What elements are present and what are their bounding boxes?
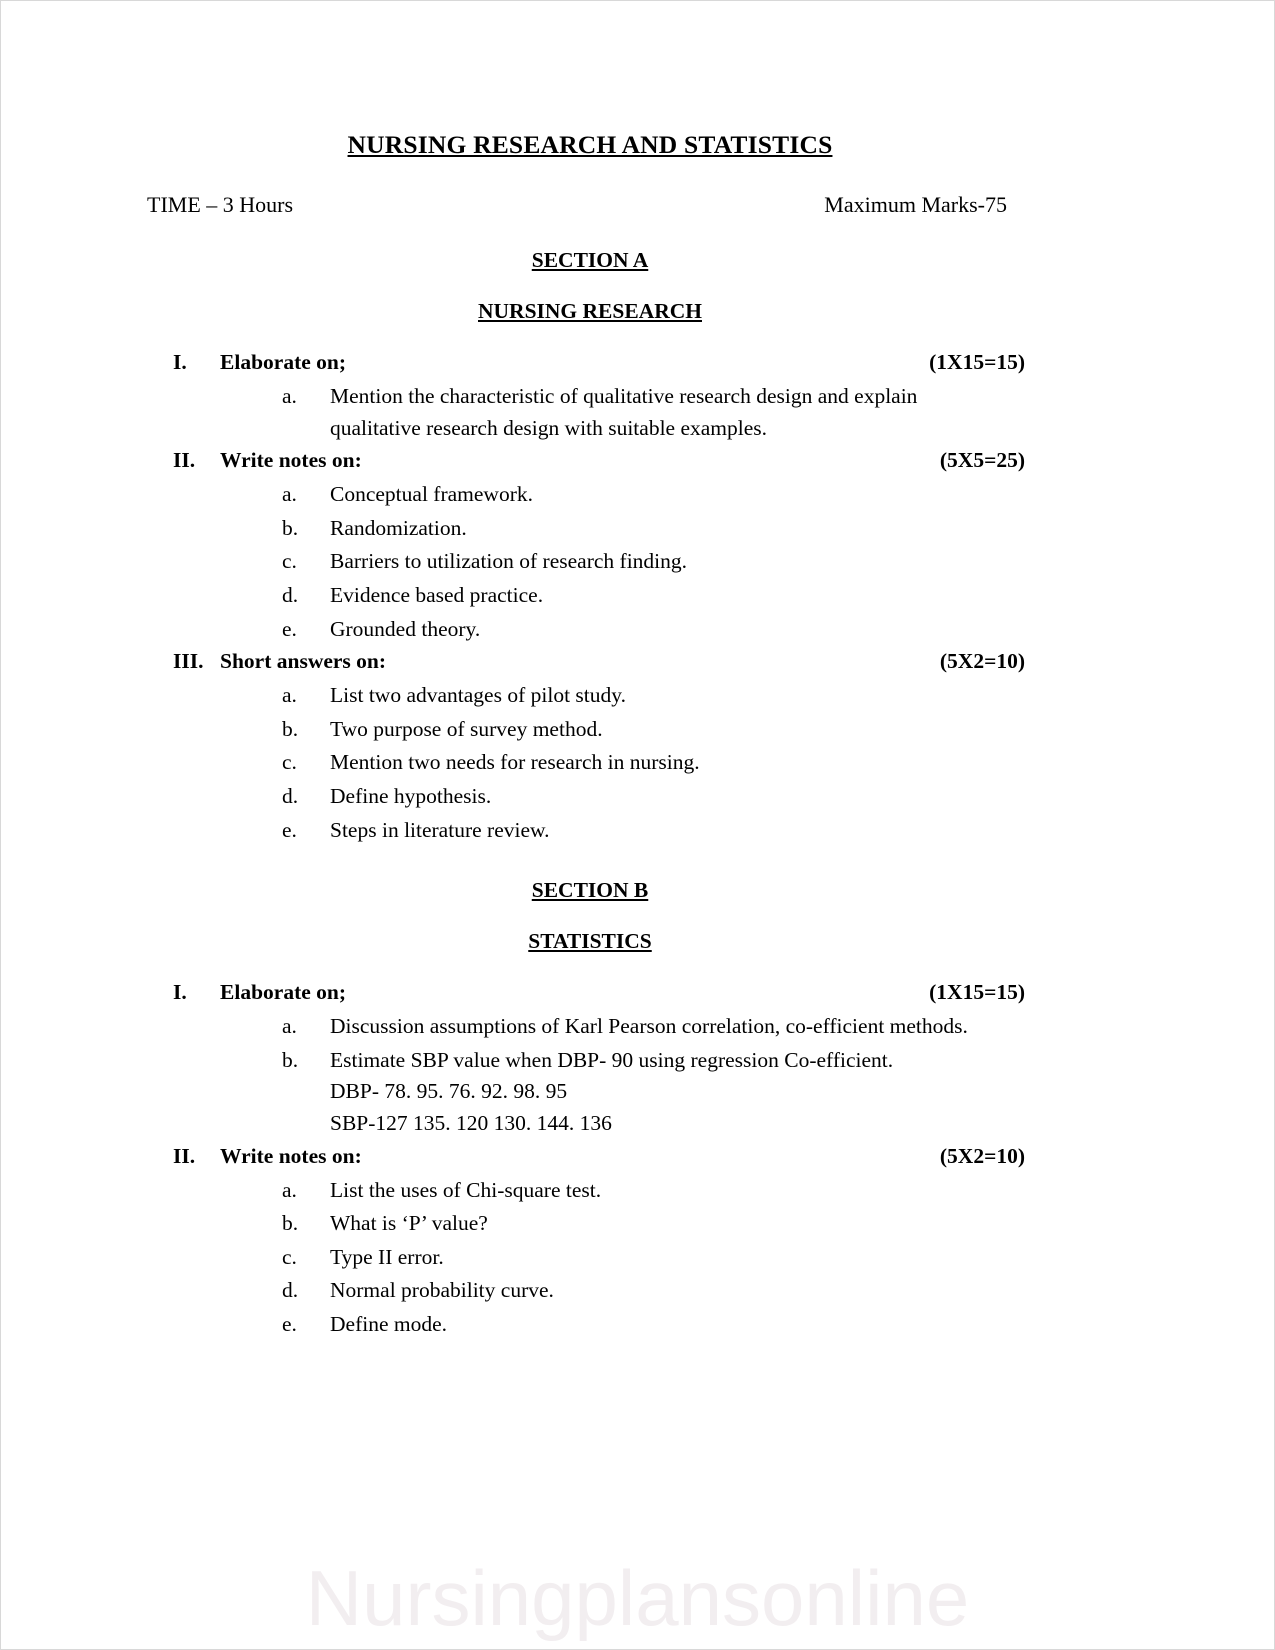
list-item [145,614,1035,646]
list-item-marker: a. [282,683,297,708]
question-label: Write notes on: [220,448,362,473]
question-subitems [145,381,1035,444]
list-item-text: Grounded theory. [330,616,481,641]
question-block [145,350,1035,444]
question-marks: (1X15=15) [929,980,1025,1005]
list-item [145,513,1035,545]
list-item [145,1175,1035,1207]
list-item-marker: a. [282,1014,297,1039]
question-block [145,448,1035,645]
list-item-text: Discussion assumptions of Karl Pearson correlation, co-efficient methods. [330,1014,968,1039]
question-label: Short answers on: [220,649,387,674]
list-item [145,580,1035,612]
list-item-text: Randomization. [330,515,467,540]
question-marks: (1X15=15) [929,350,1025,374]
question-label: Write notes on: [220,1143,362,1168]
list-item-line1: Mention the characteristic of qualitative research design and explain [330,384,918,408]
list-item-text: Steps in literature review. [330,817,550,842]
question-number: III. [173,649,204,674]
question-header [145,649,1035,674]
question-label: Elaborate on; [220,980,347,1005]
list-item-text: Two purpose of survey method. [330,716,603,741]
question-marks: (5X5=25) [939,448,1025,473]
list-item-text: Conceptual framework. [330,482,533,507]
list-item [145,1011,1035,1043]
list-item-marker: d. [282,783,299,808]
question-marks: (5X2=10) [939,649,1025,674]
question-block [145,649,1035,846]
list-item-marker: b. [282,1211,299,1236]
page-title [145,130,1035,160]
document-content [145,130,1035,1344]
question-label: Elaborate on; [220,350,347,374]
question-block [145,1144,1035,1341]
list-item-text: List the uses of Chi-square test. [330,1177,602,1202]
list-item [145,381,1035,444]
question-header [145,448,1035,473]
list-item-text: List two advantages of pilot study. [330,683,626,708]
list-item-marker: a. [282,482,297,507]
question-number: II. [173,448,196,473]
list-item [145,714,1035,746]
sbp-values: SBP-127 135. 120 130. 144. 136 [330,1110,612,1135]
list-item-text: Define mode. [330,1311,448,1336]
list-item-text: Define hypothesis. [330,783,492,808]
list-item-text: Evidence based practice. [330,582,544,607]
list-item-marker: d. [282,1278,299,1303]
list-item [145,815,1035,847]
page-title-text: NURSING RESEARCH AND STATISTICS [347,130,833,159]
list-item-marker: e. [282,817,297,842]
section-b-subheading: STATISTICS [528,929,652,954]
question-marks: (5X2=10) [939,1143,1025,1168]
list-item-text: Normal probability curve. [330,1278,554,1303]
question-block [145,980,1035,1139]
list-item-marker: c. [282,750,297,775]
question-subitems [145,1011,1035,1139]
list-item-line2: qualitative research design with suitable examples. [330,415,768,440]
question-subitems [145,1175,1035,1341]
list-item [145,479,1035,511]
exam-time: TIME – 3 Hours [147,192,294,217]
question-header [145,980,1035,1005]
list-item-marker: e. [282,616,297,641]
list-item [145,747,1035,779]
list-item-text: Type II error. [330,1244,444,1269]
list-item-marker: c. [282,549,297,574]
section-a-subheading: NURSING RESEARCH [478,299,702,323]
list-item-marker: e. [282,1311,297,1336]
list-item-marker: d. [282,582,299,607]
exam-meta-row [145,192,1035,218]
exam-max-marks: Maximum Marks-75 [824,192,1007,217]
list-item-marker: b. [282,716,299,741]
list-item [145,781,1035,813]
list-item-marker: c. [282,1244,297,1269]
question-number: II. [173,1143,196,1168]
question-header [145,1144,1035,1169]
list-item [145,546,1035,578]
list-item [145,1275,1035,1307]
section-b-heading: SECTION B [531,878,649,903]
list-item-marker: a. [282,384,297,408]
section-spacer [145,850,1035,878]
list-item [145,680,1035,712]
question-subitems [145,479,1035,645]
question-number: I. [173,350,187,374]
list-item-marker: a. [282,1177,297,1202]
list-item-text: Barriers to utilization of research finding. [330,549,688,574]
list-item-text [330,381,1035,444]
question-header [145,350,1035,375]
list-item-marker: b. [282,1047,299,1072]
dbp-values: DBP- 78. 95. 76. 92. 98. 95 [330,1079,568,1104]
list-item [145,1045,1035,1140]
question-subitems [145,680,1035,846]
list-item [145,1242,1035,1274]
question-number: I. [173,980,187,1005]
list-item-text: What is ‘P’ value? [330,1211,488,1236]
list-item-text [330,1045,1035,1140]
list-item-marker: b. [282,515,299,540]
list-item [145,1309,1035,1341]
watermark: Nursingplansonline [305,1554,970,1642]
list-item-text: Mention two needs for research in nursing. [330,750,700,775]
list-item-line1: Estimate SBP value when DBP- 90 using regression Co-efficient. [330,1047,894,1072]
section-a-heading: SECTION A [531,248,649,272]
list-item [145,1208,1035,1240]
